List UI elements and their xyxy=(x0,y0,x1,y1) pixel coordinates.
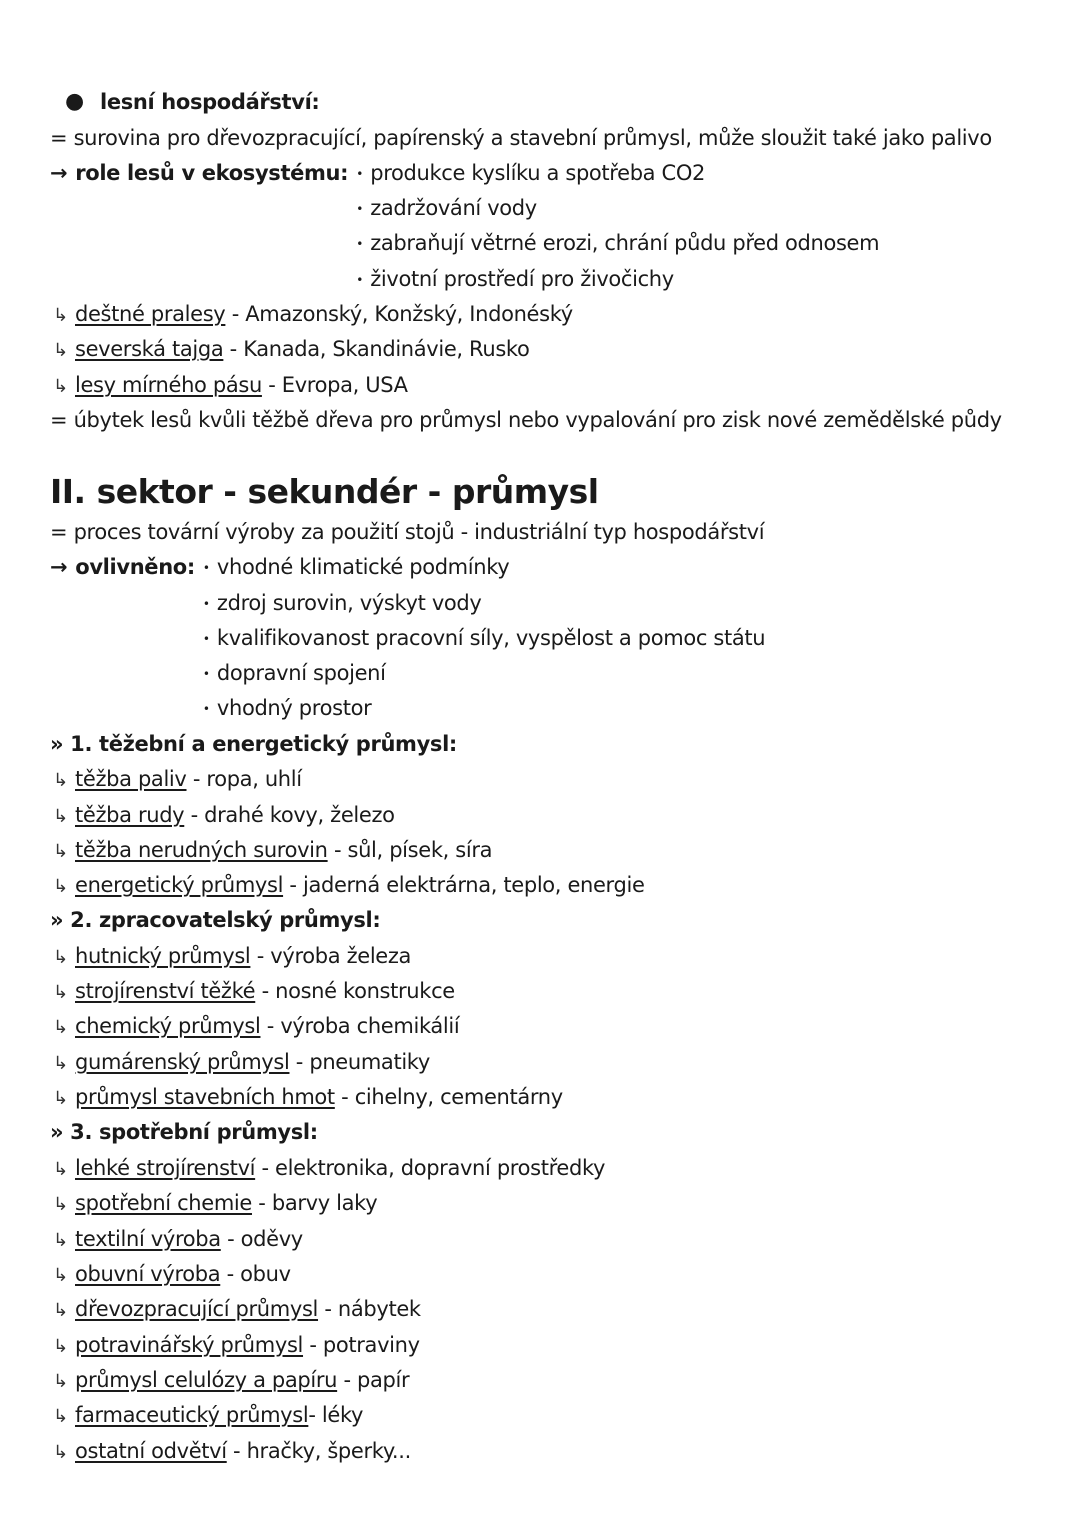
industry-term: ostatní odvětví xyxy=(75,1439,227,1463)
industry-item: ↳ chemický průmysl - výroba chemikálií xyxy=(53,1012,459,1042)
sector-definition: = proces tovární výroby za použití stojů - industriální typ hospodářství xyxy=(50,520,765,544)
sub-arrow-icon: ↳ xyxy=(53,1442,68,1463)
sub-arrow-icon: ↳ xyxy=(53,841,68,862)
forest-roles-line xyxy=(50,159,705,188)
influence-item: • dopravní spojení xyxy=(203,659,386,688)
industry-item: ↳ gumárenský průmysl - pneumatiky xyxy=(53,1048,430,1078)
industry-item: ↳ ostatní odvětví - hračky, šperky... xyxy=(53,1437,411,1467)
sub-arrow-icon: ↳ xyxy=(53,340,68,361)
forest-type-item: ↳ lesy mírného pásu - Evropa, USA xyxy=(53,371,408,401)
forest-type-term: deštné pralesy xyxy=(75,302,226,326)
influence-label-group xyxy=(50,553,195,581)
influence-line xyxy=(50,553,509,582)
influence-item: • vhodné klimatické podmínky xyxy=(203,553,509,582)
industry-item: ↳ spotřební chemie - barvy laky xyxy=(53,1189,377,1219)
industry-term: spotřební chemie xyxy=(75,1191,252,1215)
sub-arrow-icon: ↳ xyxy=(53,1300,68,1321)
forest-type-item: ↳ deštné pralesy - Amazonský, Konžský, Indonéský xyxy=(53,300,573,330)
sub-arrow-icon: ↳ xyxy=(53,1406,68,1427)
sub-arrow-icon: ↳ xyxy=(53,376,68,397)
forest-role-item: • životní prostředí pro živočichy xyxy=(356,265,674,294)
industry-item: ↳ obuvní výroba - obuv xyxy=(53,1260,291,1290)
sub-arrow-icon: ↳ xyxy=(53,947,68,968)
industry-term: dřevozpracující průmysl xyxy=(75,1297,319,1321)
industry-item: ↳ dřevozpracující průmysl - nábytek xyxy=(53,1295,421,1325)
sub-arrow-icon: ↳ xyxy=(53,1159,68,1180)
industry-item: ↳ strojírenství těžké - nosné konstrukce xyxy=(53,977,455,1007)
industry-term: textilní výroba xyxy=(75,1227,221,1251)
dot-icon: • xyxy=(202,632,210,646)
category-heading: » 1. těžební a energetický průmysl: xyxy=(50,732,457,756)
industry-item: ↳ průmysl stavebních hmot - cihelny, cementárny xyxy=(53,1083,563,1113)
industry-item: ↳ těžba paliv - ropa, uhlí xyxy=(53,765,302,795)
sub-arrow-icon: ↳ xyxy=(53,982,68,1003)
industry-term: hutnický průmysl xyxy=(75,944,251,968)
forest-type-item: ↳ severská tajga - Kanada, Skandinávie, Rusko xyxy=(53,335,529,365)
industry-item: ↳ farmaceutický průmysl- léky xyxy=(53,1401,363,1431)
influence-item: • vhodný prostor xyxy=(203,694,371,723)
bullet-icon: ● xyxy=(65,89,85,114)
influence-item: • kvalifikovanost pracovní síly, vyspělost a pomoc státu xyxy=(203,624,765,653)
forest-role-item: • zadržování vody xyxy=(356,194,537,223)
industry-term: průmysl celulózy a papíru xyxy=(75,1368,338,1392)
sub-arrow-icon: ↳ xyxy=(53,1088,68,1109)
sub-arrow-icon: ↳ xyxy=(53,1017,68,1038)
industry-item: ↳ těžba rudy - drahé kovy, železo xyxy=(53,801,395,831)
section-title: II. sektor - sekundér - průmysl xyxy=(50,472,599,511)
dot-icon: • xyxy=(202,561,210,575)
industry-term: energetický průmysl xyxy=(75,873,284,897)
sub-arrow-icon: ↳ xyxy=(53,770,68,791)
dot-icon: • xyxy=(202,597,210,611)
influence-label: ovlivněno: xyxy=(75,555,195,579)
forest-role-item: • zabraňují větrné erozi, chrání půdu před odnosem xyxy=(356,229,879,258)
industry-term: chemický průmysl xyxy=(75,1014,261,1038)
forestry-heading: lesní hospodářství: xyxy=(100,90,320,114)
category-heading: » 2. zpracovatelský průmysl: xyxy=(50,908,381,932)
forest-type-term: severská tajga xyxy=(75,337,224,361)
industry-term: těžba rudy xyxy=(75,803,185,827)
forest-roles-label: role lesů v ekosystému: xyxy=(75,161,349,185)
industry-term: těžba paliv xyxy=(75,767,187,791)
influence-item: • zdroj surovin, výskyt vody xyxy=(203,589,482,618)
industry-term: těžba nerudných surovin xyxy=(75,838,328,862)
sub-arrow-icon: ↳ xyxy=(53,1265,68,1286)
industry-term: potravinářský průmysl xyxy=(75,1333,304,1357)
dot-icon: • xyxy=(356,167,363,181)
dot-icon: • xyxy=(202,702,210,716)
industry-term: gumárenský průmysl xyxy=(75,1050,290,1074)
industry-term: lehké strojírenství xyxy=(75,1156,256,1180)
industry-term: průmysl stavebních hmot xyxy=(75,1085,335,1109)
sub-arrow-icon: ↳ xyxy=(53,1053,68,1074)
forest-type-term: lesy mírného pásu xyxy=(75,373,262,397)
industry-term: strojírenství těžké xyxy=(75,979,256,1003)
arrow-right-icon: → xyxy=(50,161,68,185)
dot-icon: • xyxy=(356,202,363,216)
industry-item: ↳ energetický průmysl - jaderná elektrárna, teplo, energie xyxy=(53,871,645,901)
sub-arrow-icon: ↳ xyxy=(53,305,68,326)
industry-item: ↳ těžba nerudných surovin - sůl, písek, síra xyxy=(53,836,492,866)
sub-arrow-icon: ↳ xyxy=(53,1194,68,1215)
industry-term: obuvní výroba xyxy=(75,1262,221,1286)
industry-term: farmaceutický průmysl xyxy=(75,1403,309,1427)
forest-roles-label-group xyxy=(50,159,348,187)
industry-item: ↳ lehké strojírenství - elektronika, dopravní prostředky xyxy=(53,1154,605,1184)
forest-loss-note: = úbytek lesů kvůli těžbě dřeva pro průmysl nebo vypalování pro zisk nové zemědělské půdy xyxy=(50,408,1002,432)
dot-icon: • xyxy=(202,667,210,681)
arrow-right-icon: → xyxy=(50,555,68,579)
industry-item: ↳ průmysl celulózy a papíru - papír xyxy=(53,1366,409,1396)
sub-arrow-icon: ↳ xyxy=(53,876,68,897)
sub-arrow-icon: ↳ xyxy=(53,806,68,827)
dot-icon: • xyxy=(356,273,363,287)
industry-item: ↳ textilní výroba - oděvy xyxy=(53,1225,303,1255)
industry-item: ↳ hutnický průmysl - výroba železa xyxy=(53,942,411,972)
category-heading: » 3. spotřební průmysl: xyxy=(50,1120,318,1144)
sub-arrow-icon: ↳ xyxy=(53,1230,68,1251)
dot-icon: • xyxy=(356,237,363,251)
industry-item: ↳ potravinářský průmysl - potraviny xyxy=(53,1331,420,1361)
forestry-definition: = surovina pro dřevozpracující, papírenský a stavební průmysl, může sloužit také jako palivo xyxy=(50,126,992,150)
sub-arrow-icon: ↳ xyxy=(53,1336,68,1357)
forest-role-item: • produkce kyslíku a spotřeba CO2 xyxy=(356,159,705,188)
sub-arrow-icon: ↳ xyxy=(53,1371,68,1392)
